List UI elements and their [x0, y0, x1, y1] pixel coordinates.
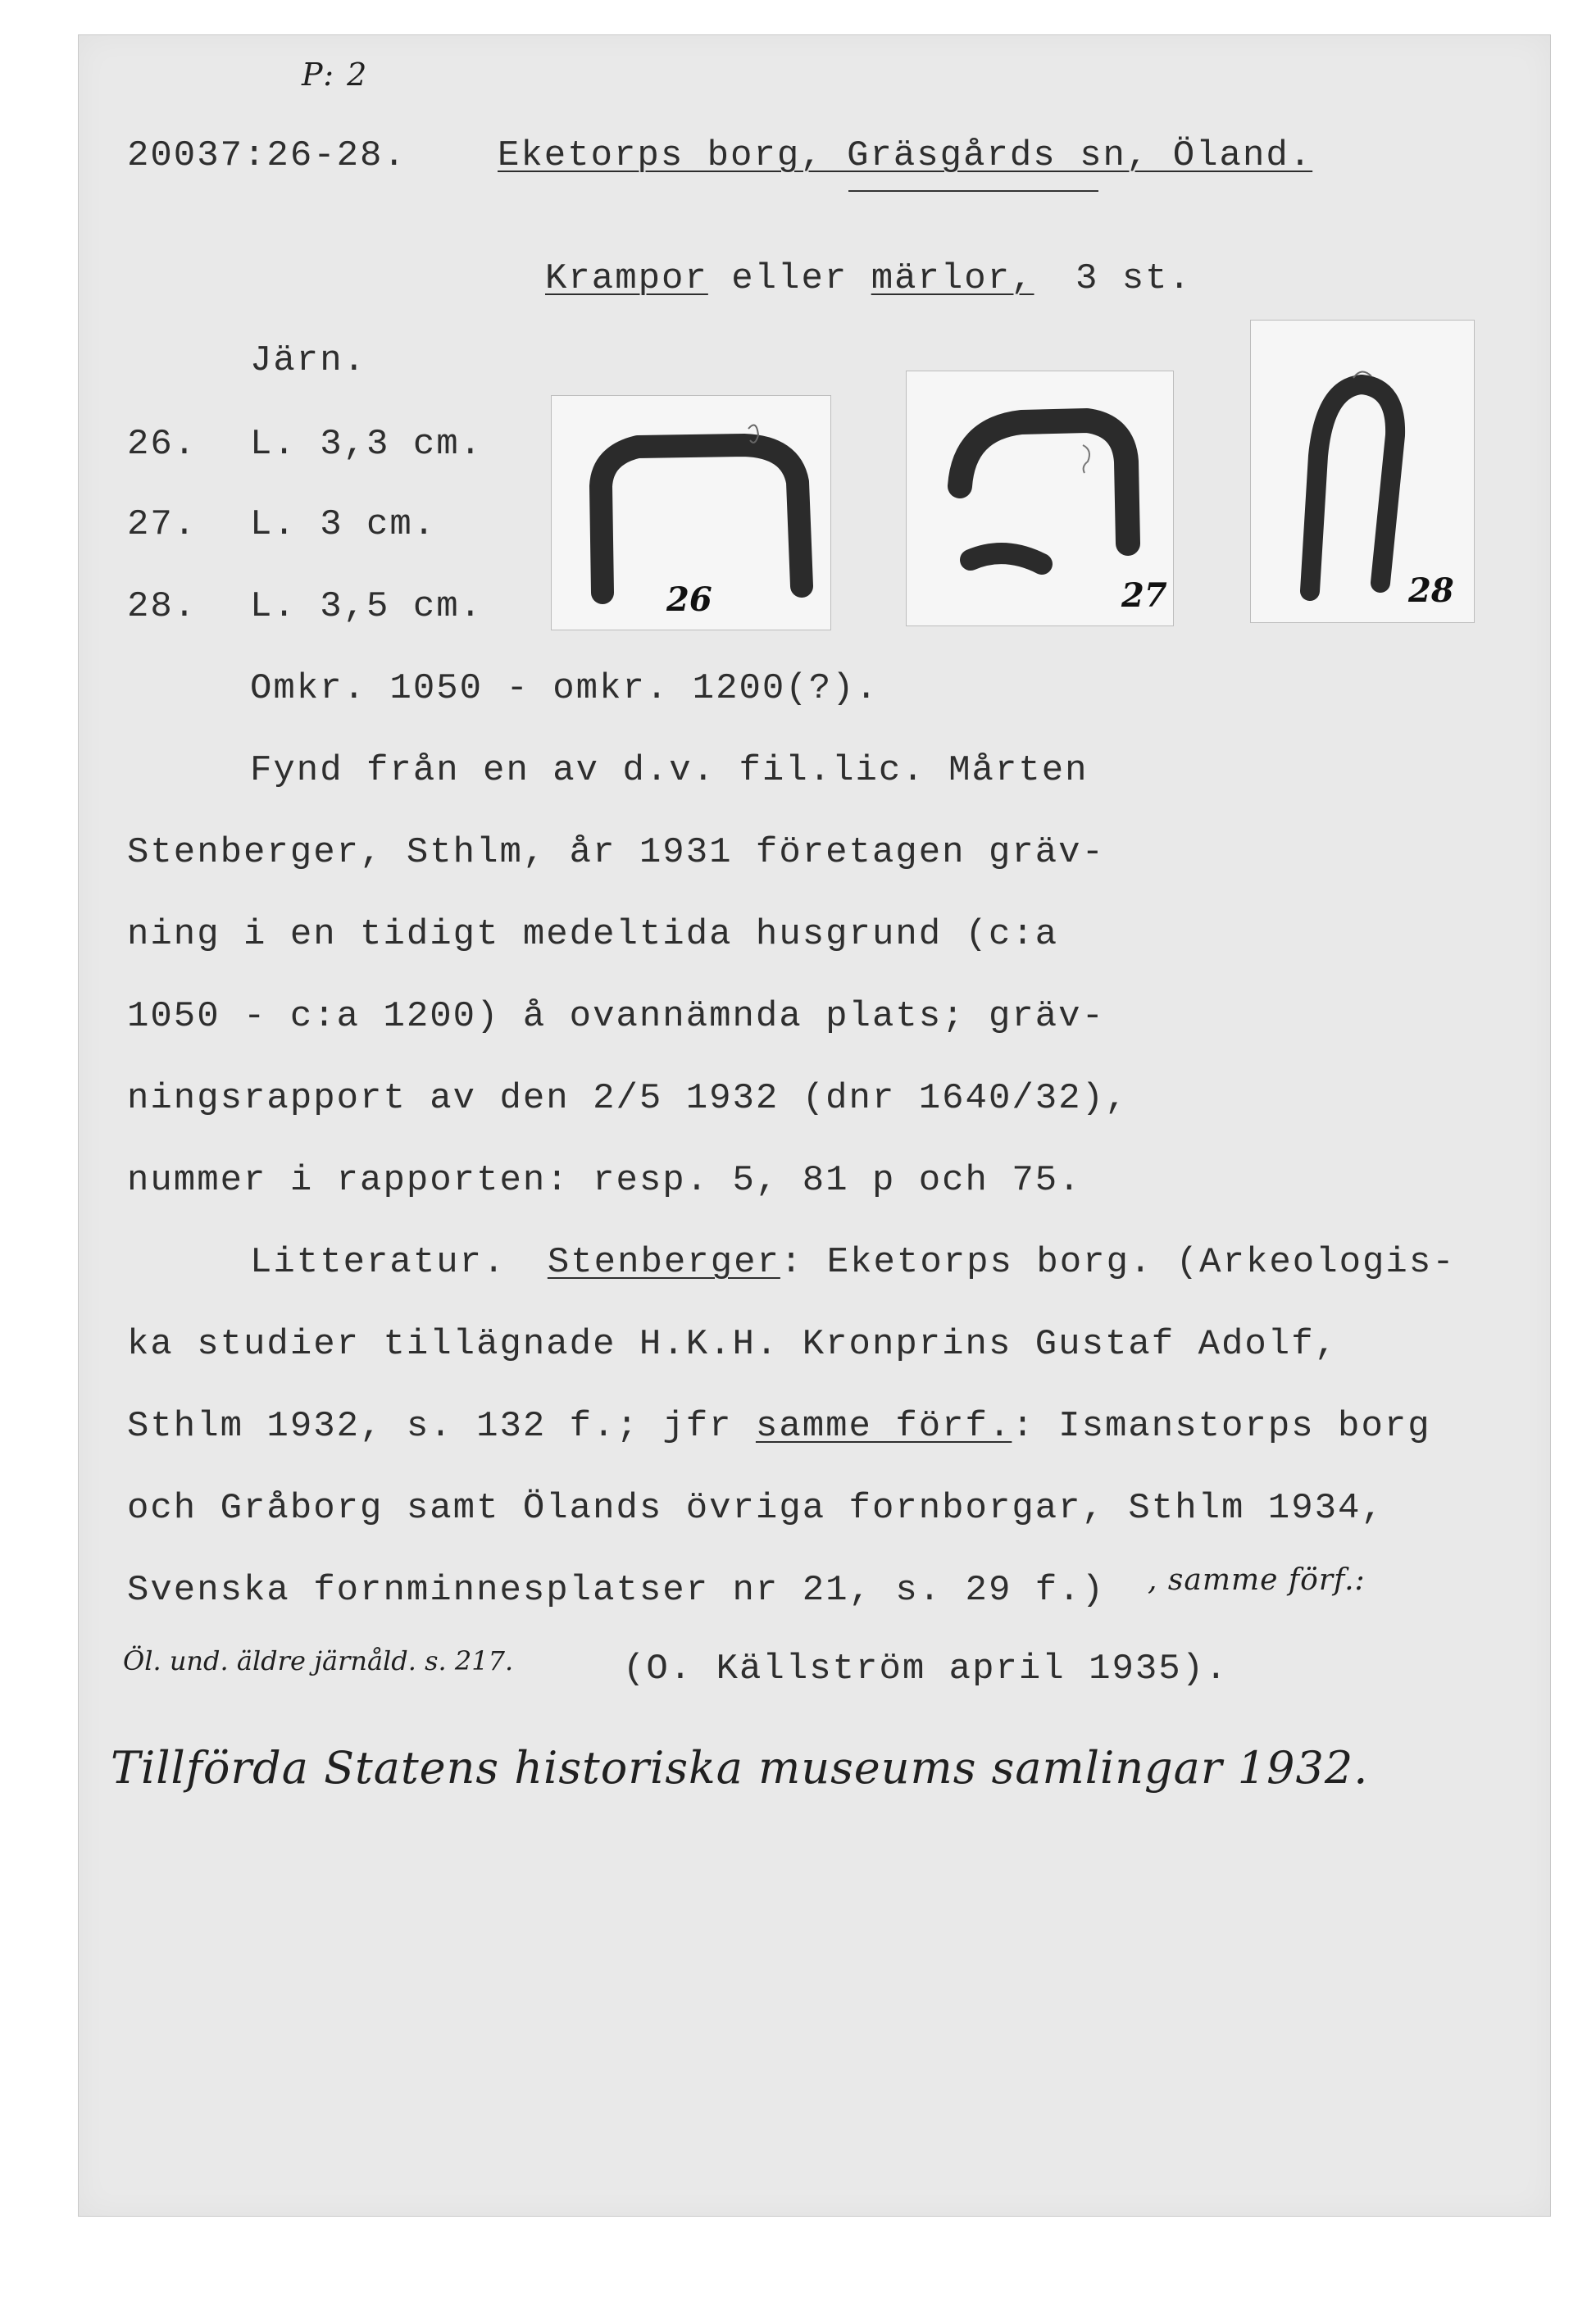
catalog-number: 20037:26-28. [127, 135, 407, 176]
material: Järn. [250, 340, 367, 381]
literature-line-3-start: Sthlm 1932, s. 132 f.; jfr [127, 1406, 733, 1447]
photo-label-27: 27 [1121, 576, 1167, 615]
item-26-number: 26. [127, 424, 198, 465]
samme-forf-ref: samme förf. [755, 1406, 1012, 1447]
item-28-measure: L. 3,5 cm. [250, 586, 484, 627]
title-word-krampor: Krampor [545, 258, 708, 299]
literature-line-2: ka studier tillägnade H.K.H. Kronprins Gustaf Adolf, [127, 1324, 1339, 1365]
literature-line-5: Svenska fornminnesplatser nr 21, s. 29 f.) [127, 1570, 1105, 1611]
item-27-number: 27. [127, 504, 198, 545]
find-line-4: 1050 - c:a 1200) å ovannämnda plats; gräv- [127, 996, 1105, 1037]
site-heading: Eketorps borg, Gräsgårds sn, Öland. [498, 135, 1313, 176]
find-line-6: nummer i rapporten: resp. 5, 81 p och 75. [127, 1160, 1082, 1201]
find-line-3: ning i en tidigt medeltida husgrund (c:a [127, 914, 1059, 955]
find-line-1: Fynd från en av d.v. fil.lic. Mårten [250, 750, 1089, 791]
literature-line-4: och Gråborg samt Ölands övriga fornborgar, Sthlm 1934, [127, 1488, 1385, 1529]
handwritten-footer: Tillförda Statens historiska museums samlingar 1932. [111, 1742, 1369, 1794]
title-count: 3 st. [1075, 258, 1192, 299]
author-note: (O. Källström april 1935). [623, 1649, 1229, 1690]
handwritten-addition-1: , samme förf.: [1148, 1563, 1366, 1597]
literature-author: Stenberger [547, 1242, 780, 1283]
find-line-2: Stenberger, Sthlm, år 1931 företagen gräv- [127, 832, 1105, 873]
find-line-5: ningsrapport av den 2/5 1932 (dnr 1640/32), [127, 1078, 1129, 1119]
site-extra-underline [848, 190, 1098, 192]
literature-label: Litteratur. [250, 1242, 507, 1283]
photo-item-27 [906, 371, 1174, 626]
dating: Omkr. 1050 - omkr. 1200(?). [250, 668, 879, 709]
literature-line-1 [250, 1242, 1456, 1283]
item-28-number: 28. [127, 586, 198, 627]
photo-item-28 [1250, 320, 1475, 623]
literature-title: : Eketorps borg. (Arkeologis- [780, 1242, 1456, 1283]
photo-item-26 [551, 395, 831, 630]
literature-line-3 [127, 1406, 1431, 1447]
item-26-measure: L. 3,3 cm. [250, 424, 484, 465]
item-27-measure: L. 3 cm. [250, 504, 437, 545]
title-word-marlor: märlor, [871, 258, 1034, 299]
photo-label-26: 26 [666, 580, 712, 619]
literature-line-3-end: : Ismanstorps borg [1012, 1406, 1431, 1447]
title-word-eller: eller [731, 258, 848, 299]
handwritten-addition-2: Öl. und. äldre järnåld. s. 217. [123, 1645, 514, 1676]
photo-label-28: 28 [1408, 571, 1454, 610]
corner-note: P: 2 [302, 57, 369, 93]
object-title [545, 258, 1192, 299]
